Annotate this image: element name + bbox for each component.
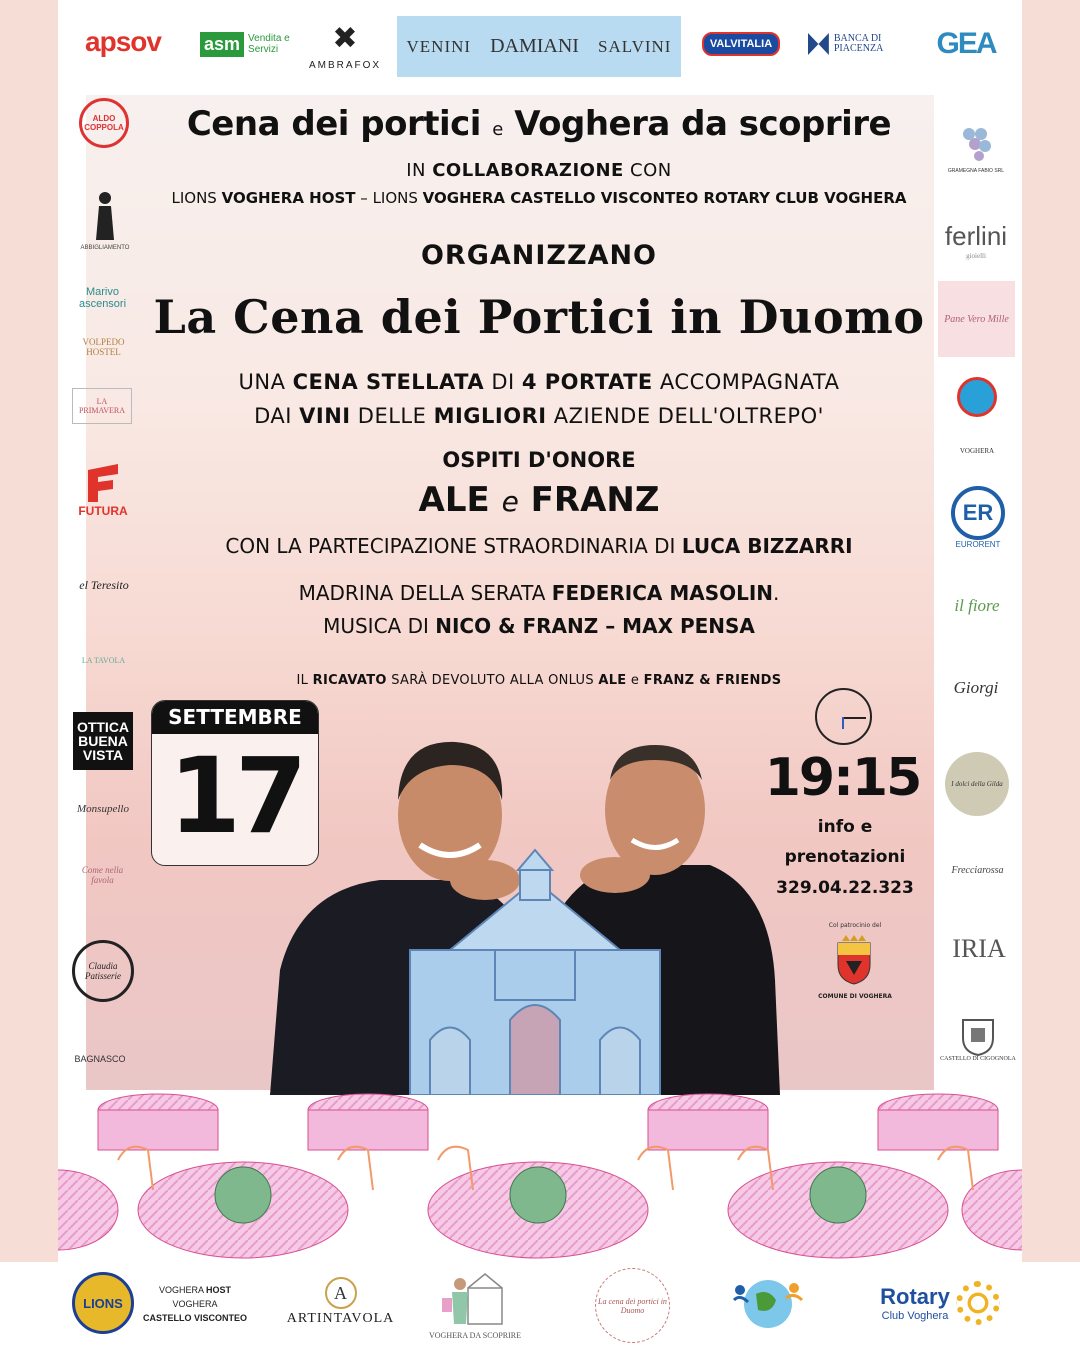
event-title: La Cena dei Portici in Duomo bbox=[153, 290, 925, 344]
asm-logo bbox=[200, 22, 295, 66]
description-line-2 bbox=[144, 404, 934, 428]
apsov-logo bbox=[78, 24, 168, 60]
madrina-a: MADRINA DELLA SERATA bbox=[298, 581, 552, 605]
headline-conjunction: e bbox=[492, 119, 503, 140]
ferlini-subtext: gioielli bbox=[966, 251, 986, 260]
volpedo-hostel-logo bbox=[76, 334, 131, 360]
voghera-da-scoprire-illustration bbox=[440, 1270, 510, 1328]
valvitalia-wordmark: VALVITALIA bbox=[702, 32, 780, 56]
primavera-logo bbox=[72, 388, 132, 424]
luxury-brands-banner bbox=[397, 16, 681, 77]
iria-text: IRIA bbox=[952, 933, 1006, 963]
guest-conjunction: e bbox=[501, 485, 519, 518]
eurorent-logo bbox=[948, 480, 1008, 555]
artintavola-text: ARTINTAVOLA bbox=[286, 1311, 395, 1326]
desc1-b: CENA STELLATA bbox=[292, 370, 485, 394]
banca-name: BANCA DI PIACENZA bbox=[833, 33, 884, 54]
desc1-a: UNA bbox=[238, 370, 293, 394]
rotary-wheel-icon bbox=[956, 1281, 1000, 1325]
guests-label: OSPITI D'ONORE bbox=[442, 448, 636, 472]
futura-text: FUTURA bbox=[78, 504, 128, 518]
gea-logo bbox=[930, 22, 1002, 66]
info-label: info e bbox=[817, 817, 873, 837]
lions-l1-b: HOST bbox=[206, 1285, 232, 1295]
abbigliamento-text: ABBIGLIAMENTO bbox=[80, 244, 130, 251]
lions-international-logo bbox=[72, 1272, 134, 1334]
proceeds-line bbox=[144, 673, 934, 688]
lions-badge-text: LIONS bbox=[83, 1295, 123, 1311]
proceeds-c: SARÀ DEVOLUTO ALLA ONLUS bbox=[386, 673, 599, 688]
booking-label: prenotazioni bbox=[784, 847, 906, 867]
ambrafox-icon: ✖ bbox=[332, 20, 358, 56]
collab-b: COLLABORAZIONE bbox=[432, 160, 624, 181]
description-line-1 bbox=[144, 370, 934, 394]
abbigliamento-logo bbox=[70, 180, 140, 260]
penguin-icon bbox=[957, 377, 997, 417]
partners-c: – LIONS bbox=[355, 189, 423, 207]
cena-portici-text: La cena dei portici in Duomo bbox=[598, 1296, 667, 1315]
teresita-logo bbox=[70, 575, 138, 595]
marivo-logo bbox=[70, 288, 135, 308]
monsupello-text: Monsupello bbox=[77, 803, 129, 815]
headline-part1: Cena dei portici bbox=[186, 104, 481, 144]
ambrafox-name: AMBRAFOX bbox=[308, 59, 382, 71]
ottica-text: OTTICA BUENA VISTA bbox=[76, 719, 130, 763]
desc2-e: AZIENDE DELL'OLTREPO' bbox=[546, 404, 824, 428]
salvini-logo: SALVINI bbox=[598, 36, 672, 56]
comune-label: COMUNE DI VOGHERA bbox=[818, 993, 892, 1000]
partners-b: VOGHERA HOST bbox=[221, 189, 356, 207]
proceeds-b: RICAVATO bbox=[312, 673, 387, 688]
lions-line-1 bbox=[140, 1283, 250, 1297]
dolci-text: I dolci della Gilda bbox=[951, 780, 1003, 788]
dinner-tables-illustration bbox=[58, 1070, 1022, 1260]
bagnasco-text: BAGNASCO bbox=[74, 1054, 126, 1064]
giorgi-text: Giorgi bbox=[953, 677, 999, 697]
aldo-coppola-text: ALDO COPPOLA bbox=[84, 114, 124, 132]
artintavola-logo bbox=[288, 1272, 393, 1332]
guest-ale: ALE bbox=[418, 480, 490, 520]
frecciarossa-logo bbox=[940, 850, 1015, 890]
apsov-wordmark: apsov bbox=[85, 26, 161, 57]
proceeds-d: ALE bbox=[598, 673, 627, 688]
lions-line-3: CASTELLO VISCONTEO bbox=[142, 1313, 247, 1323]
date-day: 17 bbox=[168, 735, 302, 857]
rotary-name: Rotary bbox=[880, 1283, 950, 1309]
venini-logo: VENINI bbox=[406, 36, 472, 56]
desc2-d: MIGLIORI bbox=[433, 404, 547, 428]
claudia-patisserie-logo bbox=[72, 940, 134, 1002]
collaboration-line bbox=[144, 160, 934, 181]
bagnasco-logo bbox=[64, 1050, 136, 1068]
iria-logo bbox=[945, 926, 1013, 971]
rotary-club-logo bbox=[875, 1275, 1005, 1330]
date-calendar-card bbox=[151, 700, 319, 866]
giorgi-logo bbox=[943, 665, 1009, 710]
voghera-da-scoprire-logo bbox=[425, 1265, 525, 1345]
claudia-text: Claudia Patisserie bbox=[85, 961, 121, 981]
partners-d: VOGHERA CASTELLO VISCONTEO ROTARY CLUB VOGHERA bbox=[422, 189, 907, 207]
eurorent-icon: ER bbox=[951, 486, 1005, 540]
desc1-c: DI bbox=[484, 370, 522, 394]
damiani-logo: DAMIANI bbox=[490, 35, 579, 57]
ferlini-text: ferlini bbox=[944, 220, 1008, 251]
ottica-buena-vista-logo bbox=[73, 712, 133, 770]
aldo-coppola-logo bbox=[79, 98, 129, 148]
il-fiore-text: il fiore bbox=[954, 596, 1000, 615]
lions-line-2: VOGHERA bbox=[172, 1299, 218, 1309]
globe-charity-logo bbox=[728, 1270, 808, 1335]
madrina-c: . bbox=[773, 581, 780, 605]
il-fiore-logo bbox=[942, 592, 1012, 620]
lions-l1-a: VOGHERA bbox=[158, 1285, 206, 1295]
valvitalia-logo bbox=[696, 24, 786, 64]
lions-clubs-text bbox=[140, 1283, 250, 1325]
marivo-text: Marivo ascensori bbox=[78, 286, 127, 310]
hosts-photo bbox=[270, 720, 810, 1095]
partners-a: LIONS bbox=[171, 189, 222, 207]
collab-a: IN bbox=[406, 160, 433, 181]
favola-text: Come nella favola bbox=[81, 865, 124, 885]
special-guest-b: LUCA BIZZARRI bbox=[681, 534, 853, 558]
front-tables bbox=[58, 1162, 1022, 1258]
date-month: SETTEMBRE bbox=[152, 701, 318, 734]
patronage-label: Col patrocinio del bbox=[828, 922, 882, 929]
madrina-b: FEDERICA MASOLIN bbox=[551, 581, 774, 605]
desc2-c: DELLE bbox=[350, 404, 434, 428]
banca-icon bbox=[808, 33, 829, 55]
clock-icon bbox=[815, 688, 872, 745]
music-a: MUSICA DI bbox=[323, 614, 436, 638]
proceeds-e: e bbox=[626, 673, 644, 688]
voghera-da-scoprire-text: VOGHERA DA SCOPRIRE bbox=[428, 1331, 521, 1340]
gramegna-logo bbox=[945, 112, 1007, 182]
headline bbox=[144, 104, 934, 144]
monsupello-logo bbox=[68, 795, 138, 823]
desc1-e: ACCOMPAGNATA bbox=[652, 370, 840, 394]
music-b: NICO & FRANZ – MAX PENSA bbox=[435, 614, 755, 638]
gramegna-text: GRAMEGNA FABIO SRL bbox=[947, 168, 1005, 174]
pink-sponsor-text: Pane Vero Mille bbox=[944, 313, 1009, 325]
come-nella-favola-logo bbox=[70, 845, 135, 905]
ambrafox-logo bbox=[305, 18, 385, 76]
desc2-a: DAI bbox=[254, 404, 300, 428]
voghera-small: VOGHERA bbox=[959, 447, 995, 455]
organizzano-label: ORGANIZZANO bbox=[420, 240, 658, 271]
phone-number: 329.04.22.323 bbox=[776, 878, 914, 898]
la-tavola-logo bbox=[76, 640, 131, 680]
desc1-d: 4 PORTATE bbox=[521, 370, 653, 394]
madrina-line bbox=[144, 581, 934, 605]
guest-franz: FRANZ bbox=[530, 480, 660, 520]
banca-piacenza-logo bbox=[808, 28, 903, 60]
castle-crest-icon bbox=[961, 1016, 995, 1056]
asm-subtitle: Vendita e Servizi bbox=[248, 33, 290, 55]
guests-names bbox=[144, 480, 934, 520]
rotary-subname: Club Voghera bbox=[881, 1309, 949, 1322]
dolci-logo bbox=[945, 752, 1009, 816]
frecciarossa-text: Frecciarossa bbox=[951, 864, 1004, 876]
pingus-logo bbox=[950, 376, 1004, 456]
ferlini-logo bbox=[935, 220, 1017, 260]
eurorent-text: EURORENT bbox=[955, 540, 1001, 549]
proceeds-f: FRANZ & FRIENDS bbox=[643, 673, 782, 688]
headline-part2: Voghera da scoprire bbox=[514, 104, 892, 144]
music-line bbox=[144, 614, 934, 638]
collab-c: CON bbox=[623, 160, 672, 181]
volpedo-text: VOLPEDO HOSTEL bbox=[82, 337, 125, 357]
back-tables bbox=[98, 1094, 998, 1150]
primavera-text: LA PRIMAVERA bbox=[78, 397, 126, 415]
comune-crest-icon bbox=[834, 935, 874, 985]
pink-sponsor-logo bbox=[938, 281, 1015, 357]
futura-icon bbox=[83, 462, 123, 504]
castello-cigognola-logo bbox=[938, 1008, 1018, 1070]
teresita-text: el Teresito bbox=[79, 577, 129, 592]
special-guest-line bbox=[144, 534, 934, 558]
partners-line bbox=[144, 189, 934, 207]
cigognola-text: CASTELLO DI CIGOGNOLA bbox=[940, 1056, 1016, 1062]
proceeds-a: IL bbox=[296, 673, 313, 688]
special-guest-a: CON LA PARTECIPAZIONE STRAORDINARIA DI bbox=[225, 534, 682, 558]
artintavola-mark: A bbox=[325, 1277, 357, 1309]
cena-portici-logo bbox=[595, 1268, 670, 1343]
grape-icon bbox=[955, 120, 997, 168]
desc2-b: VINI bbox=[299, 404, 351, 428]
gea-wordmark: GEA bbox=[936, 27, 996, 60]
asm-mark: asm bbox=[200, 32, 244, 57]
futura-logo bbox=[78, 455, 128, 525]
la-tavola-text: LA TAVOLA bbox=[81, 655, 126, 665]
event-time: 19:15 bbox=[764, 748, 921, 808]
fashion-figure-icon bbox=[90, 190, 120, 245]
